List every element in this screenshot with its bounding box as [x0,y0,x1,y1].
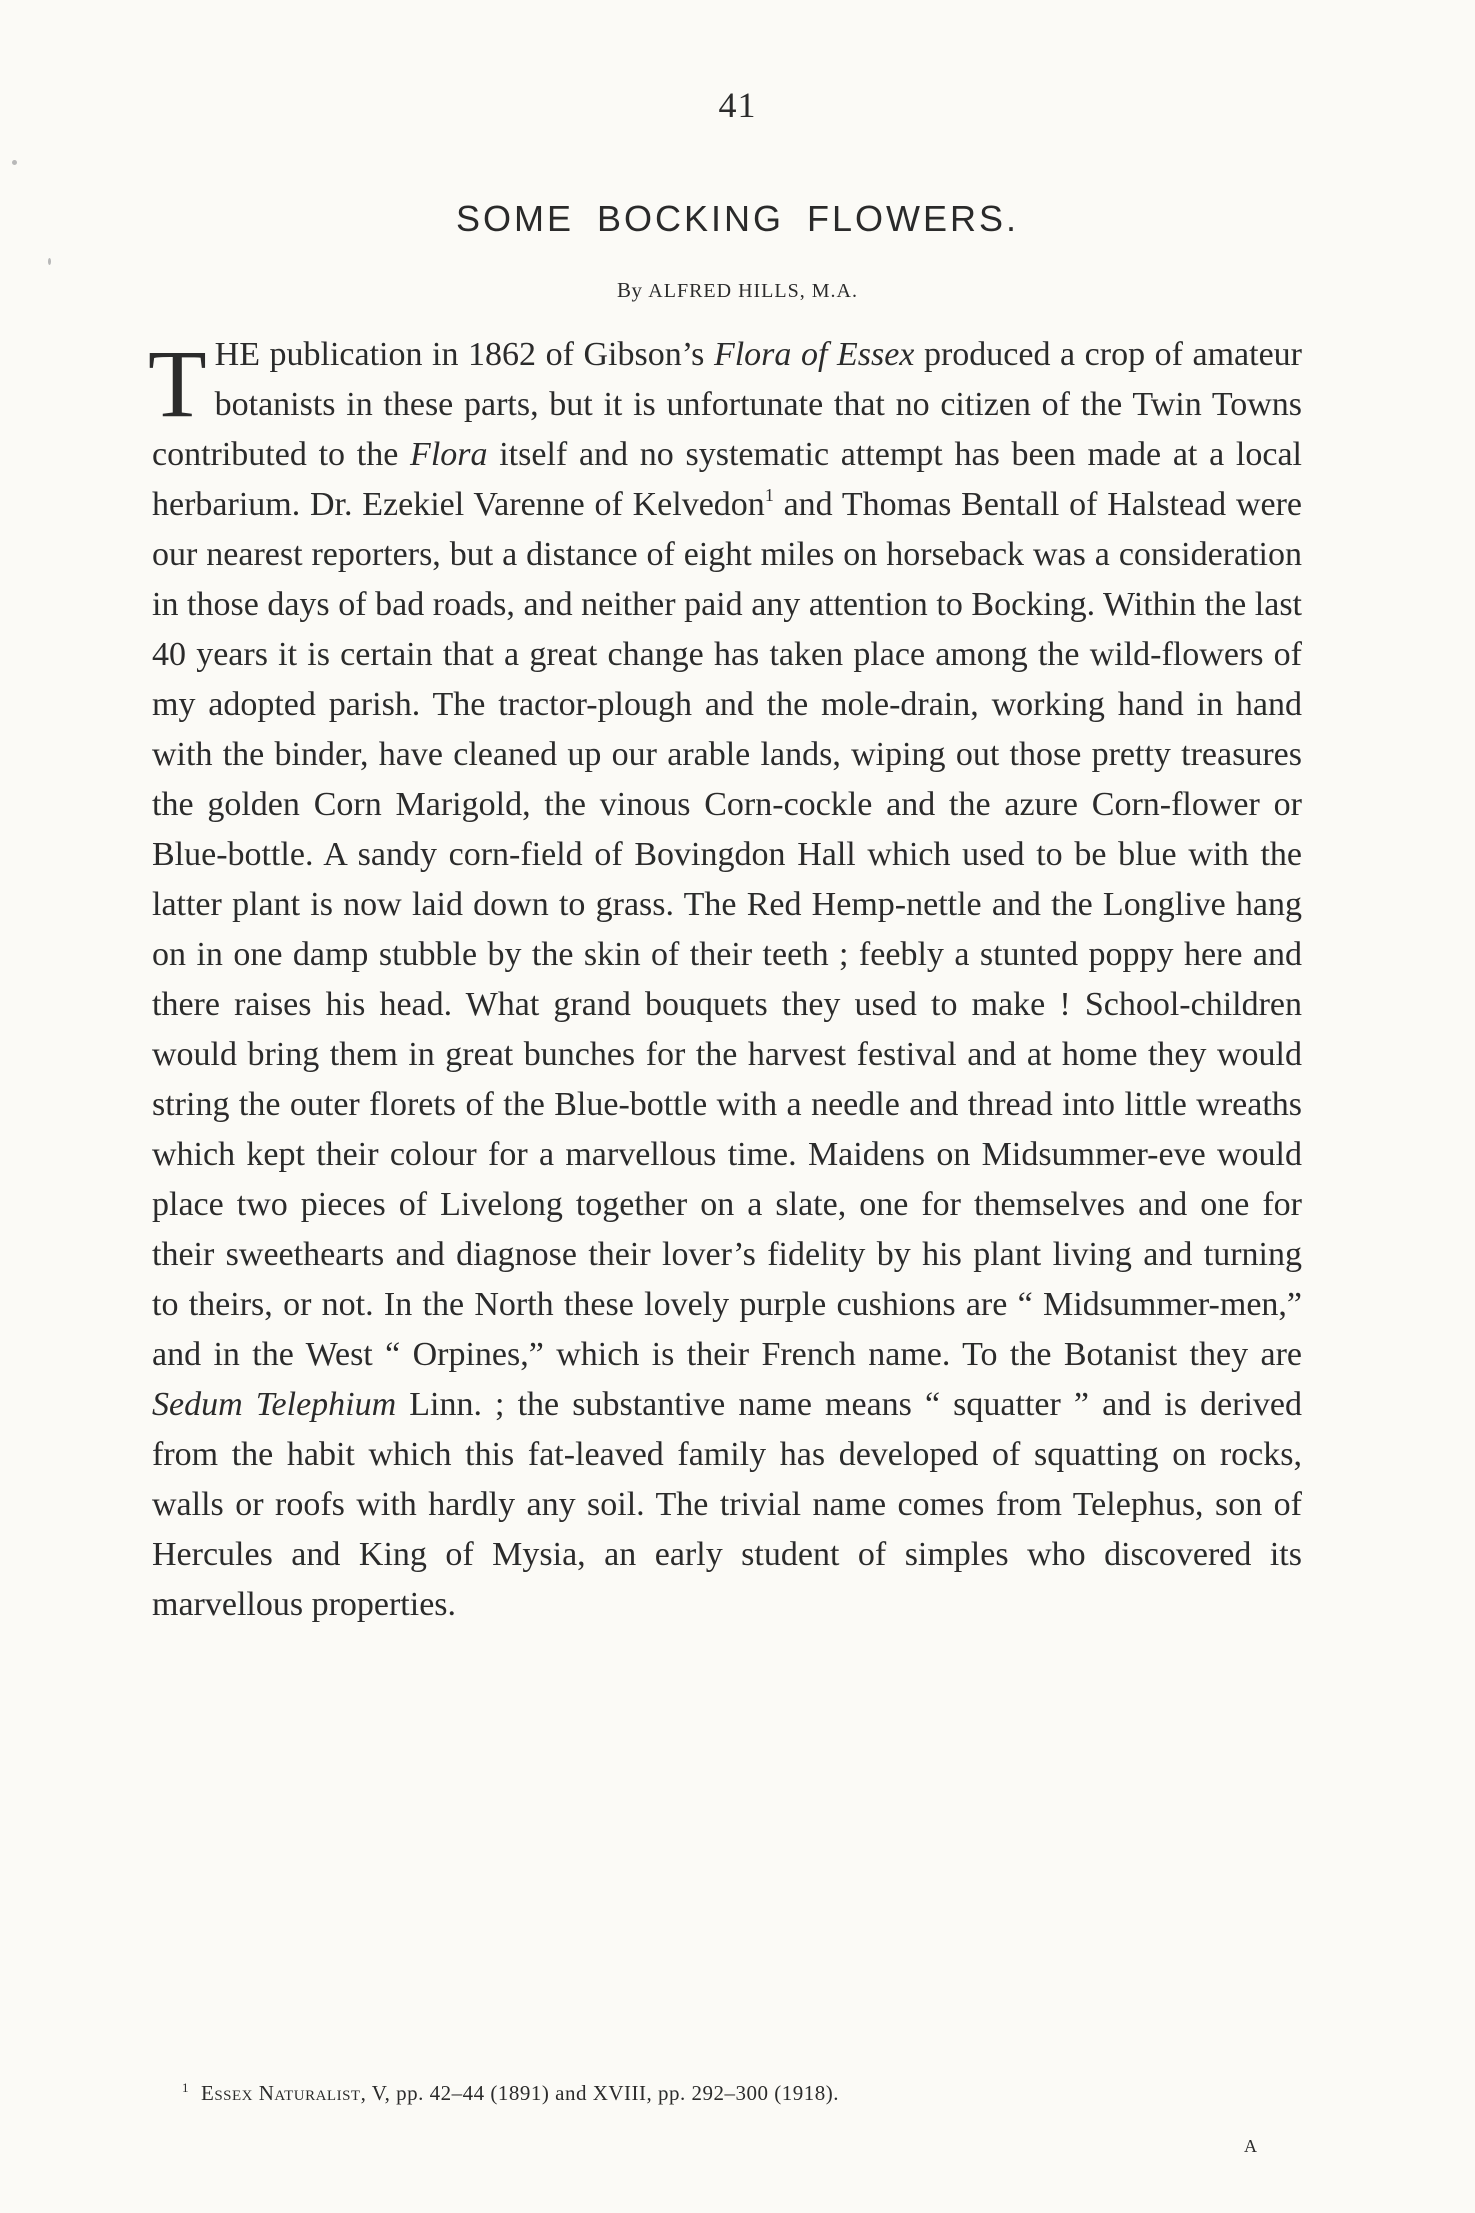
text-run: itself and no systematic attempt has been made at a local herbarium. Dr. Ezekiel Varenne of Kelvedon [152,436,1302,523]
footnote-reference: 1 [764,485,774,505]
byline-prefix: By [617,278,643,302]
journal-name: Essex Naturalist [201,2081,361,2105]
footnote-text: , V, pp. 42–44 (1891) and XVIII, pp. 292–300 (1918). [360,2081,840,2105]
drop-cap: T [148,330,207,437]
text-run: Linn. ; the substantive name means “ squatter ” and is derived from the habit which this fat-leaved family has developed of squatting on rocks, walls or roofs with hardly any soil. The trivial name comes from Telephus, son of Hercules and King of Mysia, an early student of simples who discovered its marvellous properties. [152,1386,1302,1623]
book-title: Flora of Essex [713,336,915,373]
article-title: SOME BOCKING FLOWERS. [455,198,1020,239]
book-title-short: Flora [410,436,488,473]
signature-mark: A [1244,2136,1257,2156]
text-run: HE publication in 1862 of Gibson’s [214,336,714,373]
author-name: ALFRED HILLS, M.A. [648,280,858,302]
article-body [148,330,1303,1630]
paper-speck [12,160,17,165]
footnote-mark: 1 [182,2080,189,2095]
text-run: and Thomas Bentall of Halstead were our nearest reporters, but a distance of eight miles on horseback was a consideration in those days of bad roads, and neither paid any attention to Bocking. Within the last 40 years it is certain that a great change has taken place among the wild-flowers of my adopted parish. The tractor-plough and the mole-drain, working hand in hand with the binder, have cleaned up our arable lands, wiping out those pretty treasures the golden Corn Marigold, the vinous Corn-cockle and the azure Corn-flower or Blue-bottle. A sandy corn-field of Bovingdon Hall which used to be blue with the latter plant is now laid down to grass. The Red Hemp-nettle and the Longlive hang on in one damp stubble by the skin of their teeth ; feebly a stunted poppy here and there raises his head. What grand bouquets they used to make ! School-children would bring them in great bunches for the harvest festival and at home they would string the outer florets of the Blue-bottle with a needle and thread into little wreaths which kept their colour for a marvellous time. Maidens on Midsummer-eve would place two pieces of Livelong together on a slate, one for themselves and one for their sweethearts and diagnose their lover’s fidelity by his plant living and turning to theirs, or not. In the North these lovely purple cushions are “ Midsummer-men,” and in the West “ Orpines,” which is their French name. To the Botanist they are [152,486,1303,1373]
paper-speck [48,258,51,265]
article-paragraph [148,330,1303,1630]
footnote [182,2080,1332,2106]
page-number: 41 [718,85,757,125]
species-name: Sedum Telephium [152,1386,397,1423]
byline [0,278,1475,303]
text-run: produced a crop of amateur botanists in these parts, but it is unfortunate that no citizen of the Twin Towns contributed to the [152,336,1302,473]
